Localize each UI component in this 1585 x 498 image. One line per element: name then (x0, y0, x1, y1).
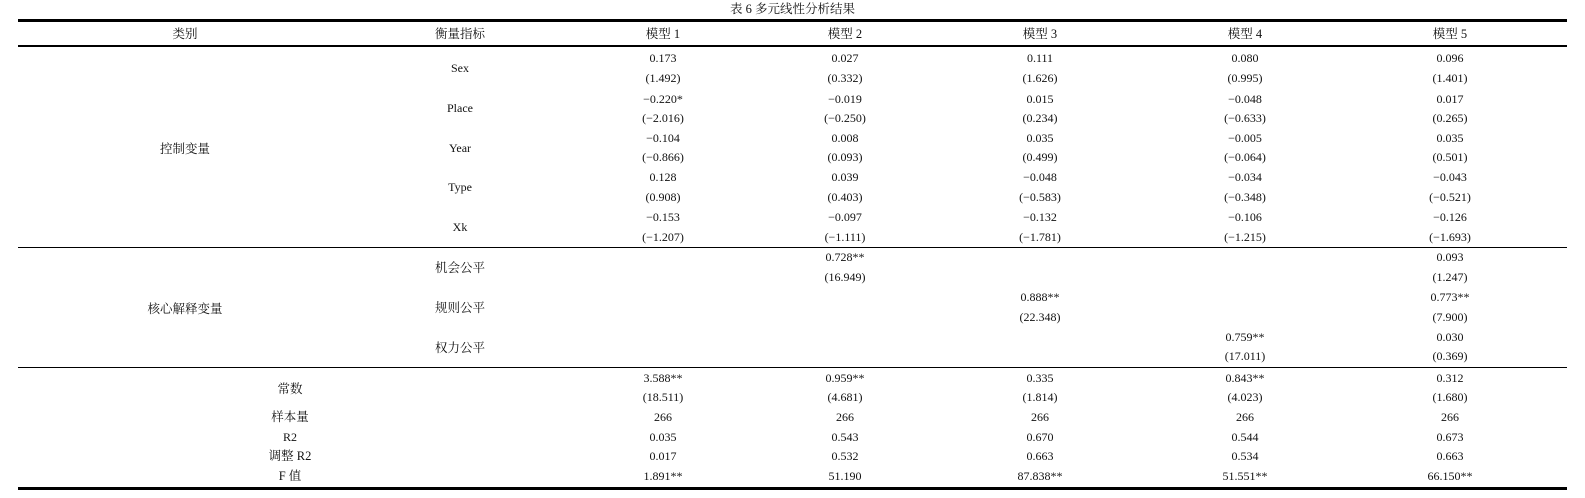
r2-label: R2 (282, 430, 297, 444)
f-value-label: F 值 (278, 469, 302, 483)
xk-tstat-model-3: (−1.781) (1019, 230, 1061, 244)
rule-fairness-coef-model-5: 0.773** (1430, 290, 1470, 304)
sex-tstat-model-5: (1.401) (1432, 71, 1468, 85)
constant-tstat-model-4: (4.023) (1227, 390, 1263, 404)
sample-size-label: 样本量 (271, 410, 309, 424)
year-coef-row (0, 128, 1585, 148)
sex-coef-model-4: 0.080 (1231, 51, 1259, 65)
r2-model-3: 0.670 (1026, 430, 1054, 444)
xk-tstat-model-5: (−1.693) (1429, 230, 1471, 244)
adjusted-r2-model-3: 0.663 (1026, 449, 1054, 463)
type-coef-row (0, 167, 1585, 187)
xk-coef-row (0, 207, 1585, 227)
f-value-row (0, 466, 1585, 486)
sample-size-model-3: 266 (1031, 410, 1049, 424)
type-tstat-model-2: (0.403) (827, 190, 863, 204)
type-coef-model-2: 0.039 (831, 170, 859, 184)
constant-coef-model-2: 0.959** (825, 371, 865, 385)
sex-coef-model-3: 0.111 (1026, 51, 1054, 65)
sex-tstat-model-4: (0.995) (1227, 71, 1263, 85)
indicator-type: Type (448, 179, 472, 194)
indicator-opportunity-fairness: 机会公平 (434, 261, 485, 275)
constant-label: 常数 (277, 381, 303, 396)
power-fairness-coef-row (0, 327, 1585, 347)
xk-tstat-row (0, 227, 1585, 247)
r2-model-2: 0.543 (831, 430, 859, 444)
header-model-1: 模型 1 (645, 27, 681, 41)
sex-coef-model-1: 0.173 (649, 51, 677, 65)
year-tstat-model-3: (0.499) (1022, 150, 1058, 164)
year-coef-model-3: 0.035 (1026, 131, 1054, 145)
year-coef-model-4: −0.005 (1228, 131, 1262, 145)
f-value-model-1: 1.891** (643, 469, 683, 483)
place-coef-model-1: −0.220* (643, 92, 683, 106)
rule-fairness-coef-row (0, 287, 1585, 307)
type-coef-model-5: −0.043 (1433, 170, 1467, 184)
rule-fairness-tstat-model-5: (7.900) (1432, 310, 1468, 324)
opportunity-fairness-coef-model-2: 0.728** (825, 250, 865, 264)
sex-tstat-model-3: (1.626) (1022, 71, 1058, 85)
header-category: 类别 (172, 27, 198, 41)
type-tstat-model-1: (0.908) (645, 190, 681, 204)
opportunity-fairness-tstat-model-2: (16.949) (824, 270, 866, 284)
indicator-rule-fairness: 规则公平 (434, 301, 485, 315)
place-coef-model-4: −0.048 (1228, 92, 1262, 106)
place-tstat-model-4: (−0.633) (1224, 111, 1266, 125)
place-tstat-model-3: (0.234) (1022, 111, 1058, 125)
xk-tstat-model-4: (−1.215) (1224, 230, 1266, 244)
opportunity-fairness-tstat-row (0, 267, 1585, 287)
sample-size-model-4: 266 (1236, 410, 1254, 424)
adjusted-r2-model-1: 0.017 (649, 449, 677, 463)
xk-tstat-model-2: (−1.111) (824, 230, 866, 244)
place-coef-model-2: −0.019 (828, 92, 862, 106)
adjusted-r2-row (0, 446, 1585, 466)
xk-tstat-model-1: (−1.207) (642, 230, 684, 244)
r2-row (0, 427, 1585, 447)
rule-fairness-coef-model-3: 0.888** (1020, 290, 1060, 304)
r2-model-1: 0.035 (649, 430, 677, 444)
sex-tstat-row (0, 68, 1585, 88)
constant-tstat-model-2: (4.681) (827, 390, 863, 404)
year-tstat-model-1: (−0.866) (642, 150, 684, 164)
header-indicator: 衡量指标 (434, 27, 485, 41)
header-model-3: 模型 3 (1022, 27, 1058, 41)
indicator-year: Year (448, 140, 472, 155)
constant-coef-model-1: 3.588** (643, 371, 683, 385)
rule-fairness-tstat-row (0, 307, 1585, 327)
type-tstat-model-3: (−0.583) (1019, 190, 1061, 204)
bottom-rule (18, 487, 1567, 490)
xk-coef-model-4: −0.106 (1228, 210, 1262, 224)
place-tstat-row (0, 108, 1585, 128)
table-title: 表 6 多元线性分析结果 (729, 2, 855, 16)
type-coef-model-4: −0.034 (1228, 170, 1262, 184)
sample-size-model-2: 266 (836, 410, 854, 424)
xk-coef-model-3: −0.132 (1023, 210, 1057, 224)
power-fairness-coef-model-4: 0.759** (1225, 330, 1265, 344)
rule-fairness-tstat-model-3: (22.348) (1019, 310, 1061, 324)
constant-coef-model-3: 0.335 (1026, 371, 1054, 385)
adjusted-r2-model-5: 0.663 (1436, 449, 1464, 463)
sex-coef-model-5: 0.096 (1436, 51, 1464, 65)
year-tstat-model-2: (0.093) (827, 150, 863, 164)
r2-model-4: 0.544 (1231, 430, 1259, 444)
indicator-sex: Sex (451, 60, 469, 75)
type-tstat-model-4: (−0.348) (1224, 190, 1266, 204)
indicator-xk: Xk (452, 219, 468, 234)
type-coef-model-3: −0.048 (1023, 170, 1057, 184)
constant-tstat-model-1: (18.511) (642, 390, 684, 404)
year-tstat-row (0, 147, 1585, 167)
constant-tstat-model-3: (1.814) (1022, 390, 1058, 404)
power-fairness-tstat-model-5: (0.369) (1432, 349, 1468, 363)
adjusted-r2-model-4: 0.534 (1231, 449, 1259, 463)
power-fairness-tstat-row (0, 346, 1585, 366)
place-tstat-model-2: (−0.250) (824, 111, 866, 125)
year-coef-model-2: 0.008 (831, 131, 859, 145)
indicator-power-fairness: 权力公平 (434, 341, 485, 355)
header-row (0, 22, 1585, 46)
f-value-model-3: 87.838** (1017, 469, 1063, 483)
xk-coef-model-2: −0.097 (828, 210, 862, 224)
header-model-5: 模型 5 (1432, 27, 1468, 41)
f-value-model-4: 51.551** (1222, 469, 1268, 483)
year-coef-model-1: −0.104 (646, 131, 680, 145)
sex-coef-model-2: 0.027 (831, 51, 859, 65)
type-tstat-row (0, 187, 1585, 207)
constant-tstat-row (0, 387, 1585, 407)
category-core-variables: 核心解释变量 (147, 302, 223, 316)
sample-size-model-1: 266 (654, 410, 672, 424)
place-coef-row (0, 89, 1585, 109)
category-control-variables: 控制变量 (159, 142, 210, 156)
sample-size-model-5: 266 (1441, 410, 1459, 424)
header-model-4: 模型 4 (1227, 27, 1263, 41)
sex-tstat-model-1: (1.492) (645, 71, 681, 85)
xk-coef-model-5: −0.126 (1433, 210, 1467, 224)
type-tstat-model-5: (−0.521) (1429, 190, 1471, 204)
indicator-place: Place (447, 100, 473, 115)
f-value-model-5: 66.150** (1427, 469, 1473, 483)
power-fairness-tstat-model-4: (17.011) (1224, 349, 1266, 363)
place-tstat-model-5: (0.265) (1432, 111, 1468, 125)
header-rule (18, 45, 1567, 47)
header-model-2: 模型 2 (827, 27, 863, 41)
power-fairness-coef-model-5: 0.030 (1436, 330, 1464, 344)
place-tstat-model-1: (−2.016) (642, 111, 684, 125)
constant-coef-model-4: 0.843** (1225, 371, 1265, 385)
opportunity-fairness-tstat-model-5: (1.247) (1432, 270, 1468, 284)
r2-model-5: 0.673 (1436, 430, 1464, 444)
sex-coef-row (0, 48, 1585, 68)
opportunity-fairness-coef-row (0, 247, 1585, 267)
type-coef-model-1: 0.128 (649, 170, 677, 184)
year-tstat-model-4: (−0.064) (1224, 150, 1266, 164)
f-value-model-2: 51.190 (828, 469, 862, 483)
sex-tstat-model-2: (0.332) (827, 71, 863, 85)
place-coef-model-5: 0.017 (1436, 92, 1464, 106)
constant-coef-model-5: 0.312 (1436, 371, 1464, 385)
adjusted-r2-label: 调整 R2 (268, 449, 312, 463)
constant-coef-row (0, 368, 1585, 388)
sample-size-row (0, 407, 1585, 427)
opportunity-fairness-coef-model-5: 0.093 (1436, 250, 1464, 264)
constant-tstat-model-5: (1.680) (1432, 390, 1468, 404)
year-tstat-model-5: (0.501) (1432, 150, 1468, 164)
xk-coef-model-1: −0.153 (646, 210, 680, 224)
place-coef-model-3: 0.015 (1026, 92, 1054, 106)
year-coef-model-5: 0.035 (1436, 131, 1464, 145)
adjusted-r2-model-2: 0.532 (831, 449, 859, 463)
